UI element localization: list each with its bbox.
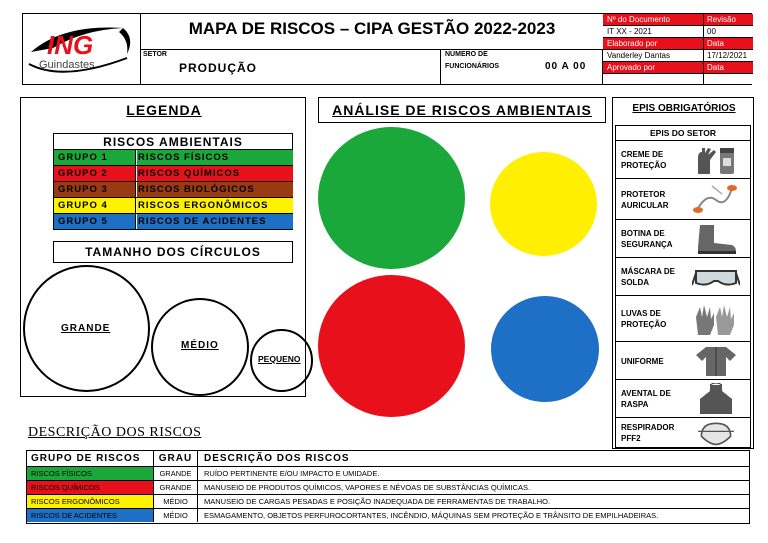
rev-label: Revisão	[707, 15, 736, 24]
epi-item-creme	[615, 141, 751, 179]
legend-row-grupo-2	[53, 166, 293, 182]
epi-item-protetor	[615, 179, 751, 220]
legend-group-label: GRUPO 3	[54, 182, 136, 197]
epi-item-uniforme	[615, 342, 751, 380]
funcionarios-label-2: FUNCIONÁRIOS	[445, 63, 500, 70]
row-desc: ESMAGAMENTO, OBJETOS PERFUROCORTANTES, INCÊNDIO, MÁQUINAS SEM PROTEÇÃO E TRÂNSITO DE EMPILHADEIRAS.	[204, 511, 659, 520]
table-row	[27, 509, 749, 523]
legend-group-name: RISCOS ERGONÔMICOS	[138, 200, 269, 211]
epis-title: EPIS OBRIGATÓRIOS	[632, 103, 736, 114]
meta-row-elab-value	[603, 50, 753, 62]
epi-label: LUVAS DE PROTEÇÃO	[621, 309, 667, 329]
table-header-row	[27, 451, 749, 467]
table-row	[27, 495, 749, 509]
meta-row-aprov-label	[603, 62, 753, 74]
setor-label: SETOR	[143, 51, 167, 58]
epi-label: PROTETOR AURICULAR	[621, 189, 669, 210]
data-label: Data	[707, 39, 724, 48]
legend-group-name: RISCOS QUÍMICOS	[138, 168, 241, 179]
legend-group-label: GRUPO 5	[54, 214, 136, 229]
row-group: RISCOS QUÍMICOS	[27, 481, 154, 494]
legend-group-label: GRUPO 2	[54, 166, 136, 181]
elab-value: Vanderley Dantas	[607, 51, 670, 60]
respirator-icon	[692, 420, 740, 446]
rev-value: 00	[707, 27, 716, 36]
ing-logo-icon	[23, 14, 141, 84]
legend-row-grupo-4	[53, 198, 293, 214]
meta-row-aprov-value	[603, 74, 753, 84]
logo-subtext: Guindastes	[39, 59, 95, 71]
risk-circle-yellow	[490, 152, 597, 256]
risk-circle-blue	[491, 296, 599, 402]
circle-pequeno-label: PEQUENO	[258, 354, 301, 364]
row-grau: GRANDE	[154, 467, 198, 480]
apron-icon	[692, 383, 740, 415]
table-row	[27, 481, 749, 495]
row-group: RISCOS ERGONÔMICOS	[27, 495, 154, 508]
ear-plug-icon	[692, 182, 740, 214]
epi-item-botina	[615, 220, 751, 258]
meta-divider	[703, 14, 704, 84]
riscos-ambientais-title: RISCOS AMBIENTAIS	[53, 133, 293, 150]
circle-medio-label: MÉDIO	[181, 340, 219, 351]
epi-label: BOTINA DE SEGURANÇA	[621, 229, 673, 249]
header-descricao: DESCRIÇÃO DOS RISCOS	[204, 453, 350, 464]
elab-label: Elaborado por	[607, 39, 658, 48]
page-title: MAPA DE RISCOS – CIPA GESTÃO 2022-2023	[141, 14, 603, 50]
epis-panel	[612, 97, 754, 449]
legend-row-grupo-5	[53, 214, 293, 230]
descricao-table	[26, 450, 750, 524]
risk-circle-red	[318, 275, 465, 417]
row-desc: MANUSEIO DE CARGAS PESADAS E POSIÇÃO INADEQUADA DE FERRAMENTAS DE TRABALHO.	[204, 497, 551, 506]
gloves-icon	[692, 299, 740, 339]
doc-label: Nº do Documento	[607, 15, 670, 24]
aprov-date-label: Data	[707, 63, 724, 72]
epi-item-respirador	[615, 418, 751, 448]
logo-text: ING	[47, 30, 94, 60]
goggles-icon	[692, 261, 740, 293]
epi-label: AVENTAL DE RASPA	[621, 389, 671, 409]
elab-date: 17/12/2021	[707, 51, 748, 60]
analysis-title: ANÁLISE DE RISCOS AMBIENTAIS	[318, 97, 606, 123]
document-header	[22, 13, 752, 85]
legend-group-name: RISCOS FÍSICOS	[138, 152, 230, 163]
epis-subtitle: EPIS DO SETOR	[615, 125, 751, 141]
company-logo	[23, 14, 141, 84]
tamanho-circulos-title: TAMANHO DOS CÍRCULOS	[53, 241, 293, 263]
legend-panel	[20, 97, 306, 397]
epi-label: CREME DE PROTEÇÃO	[621, 150, 667, 170]
row-desc: RUÍDO PERTINENTE E/OU IMPACTO E UMIDADE.	[204, 469, 380, 478]
legend-group-name: RISCOS DE ACIDENTES	[138, 216, 267, 227]
row-grau: MÉDIO	[154, 495, 198, 508]
header-grau: GRAU	[154, 451, 198, 466]
meta-row-elab-label	[603, 38, 753, 50]
row-desc: MANUSEIO DE PRODUTOS QUÍMICOS, VAPORES E NÉVOAS DE SUBSTÂNCIAS QUÍMICAS.	[204, 483, 531, 492]
aprov-label: Aprovado por	[607, 63, 656, 72]
epi-item-luvas	[615, 296, 751, 342]
legend-group-label: GRUPO 1	[54, 150, 136, 165]
funcionarios-value: 00 A 00	[545, 61, 587, 72]
setor-cell	[141, 50, 441, 84]
legend-row-grupo-3	[53, 182, 293, 198]
hand-cream-icon	[692, 144, 740, 176]
funcionarios-label-1: NÚMERO DE	[445, 51, 488, 58]
legend-row-grupo-1	[53, 150, 293, 166]
epi-item-mascara	[615, 258, 751, 296]
row-group: RISCOS FÍSICOS	[27, 467, 154, 480]
epi-label: RESPIRADOR PFF2	[621, 423, 675, 443]
funcionarios-cell	[441, 50, 603, 84]
legend-title: LEGENDA	[126, 102, 202, 118]
risk-circle-green	[318, 127, 465, 269]
row-group: RISCOS DE ACIDENTES	[27, 509, 154, 522]
epi-label: UNIFORME	[621, 356, 664, 366]
meta-row-doc-value	[603, 26, 753, 38]
boot-icon	[692, 223, 740, 255]
epi-label: MÁSCARA DE SOLDA	[621, 267, 675, 287]
row-grau: MÉDIO	[154, 509, 198, 522]
document-meta	[603, 14, 753, 84]
uniform-icon	[692, 345, 740, 377]
descricao-title: DESCRIÇÃO DOS RISCOS	[28, 425, 202, 440]
legend-group-name: RISCOS BIOLÓGICOS	[138, 184, 255, 195]
circle-grande-label: GRANDE	[61, 323, 111, 334]
analysis-panel	[318, 97, 606, 397]
meta-row-doc-label	[603, 14, 753, 26]
row-grau: GRANDE	[154, 481, 198, 494]
legend-group-label: GRUPO 4	[54, 198, 136, 213]
epi-item-avental	[615, 380, 751, 418]
setor-value: PRODUÇÃO	[179, 61, 258, 75]
header-grupo: GRUPO DE RISCOS	[27, 451, 154, 466]
table-row	[27, 467, 749, 481]
doc-value: IT XX - 2021	[607, 27, 652, 36]
